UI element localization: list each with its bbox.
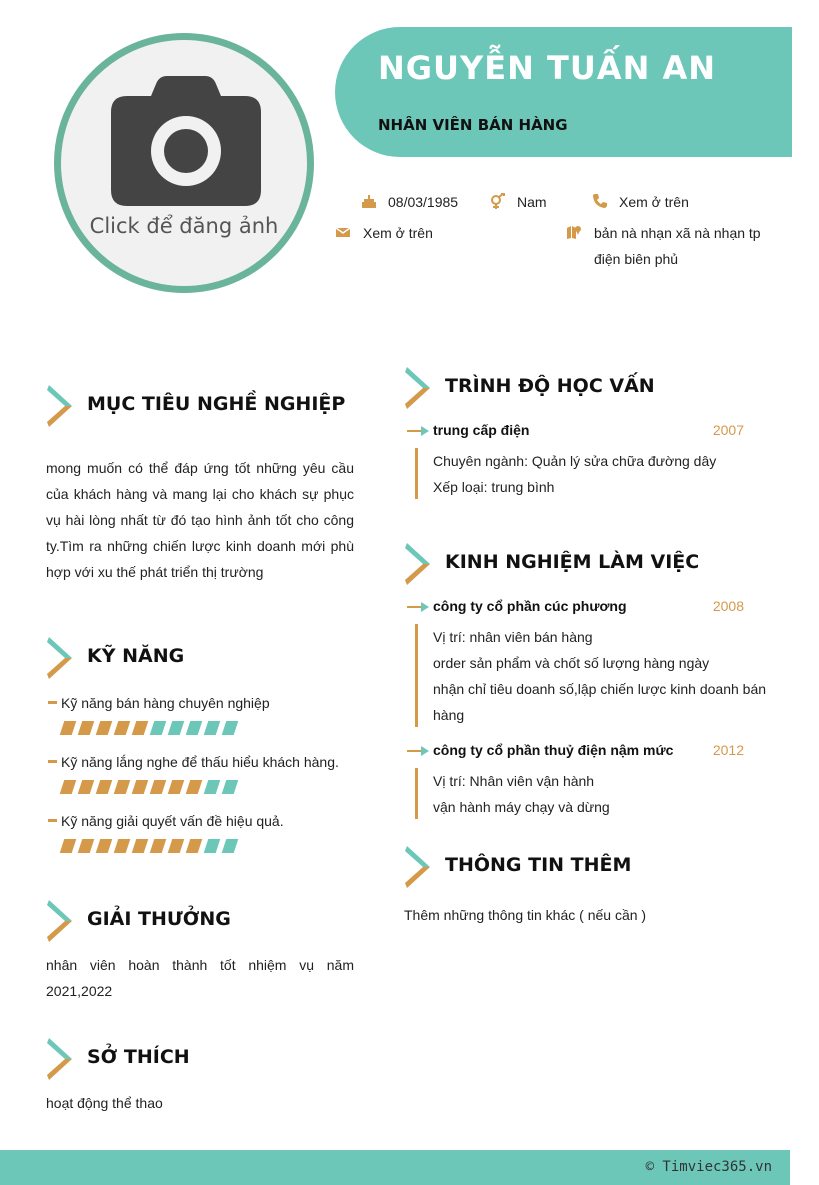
profile-photo-upload[interactable] <box>54 33 314 293</box>
upload-photo-label: Click để đăng ảnh <box>89 214 279 238</box>
skill-segment <box>96 721 113 735</box>
skill-segment <box>132 780 149 794</box>
experience-line: order sản phẩm và chốt số lượng hàng ngày <box>433 655 710 671</box>
chevron-icon <box>405 543 431 585</box>
arrow-icon <box>407 746 429 756</box>
chevron-icon <box>47 1038 73 1080</box>
address-item <box>566 220 766 272</box>
skill-level-bar <box>62 721 236 735</box>
gender-text: Nam <box>517 194 547 210</box>
skill-level-bar <box>62 839 236 853</box>
objective-title: MỤC TIÊU NGHỀ NGHIỆP <box>87 393 346 415</box>
skills-title: KỸ NĂNG <box>87 645 185 667</box>
additional-text: Thêm những thông tin khác ( nếu cần ) <box>404 907 647 923</box>
skill-segment <box>78 839 95 853</box>
awards-title: GIẢI THƯỞNG <box>87 908 231 930</box>
copyright-text: © Timviec365.vn <box>645 1159 772 1175</box>
skill-segment <box>186 839 203 853</box>
skill-segment <box>168 721 185 735</box>
additional-title: THÔNG TIN THÊM <box>445 854 632 876</box>
map-pin-icon <box>566 224 582 240</box>
header-banner <box>335 27 792 157</box>
skill-segment <box>114 839 131 853</box>
education-line: Xếp loại: trung bình <box>433 479 555 495</box>
awards-text: nhân viên hoàn thành tốt nhiệm vụ năm 2021,2022 <box>46 957 354 999</box>
skill-level-bar <box>62 780 236 794</box>
experience-year: 2008 <box>712 598 744 614</box>
experience-details <box>415 624 785 727</box>
school-name: trung cấp điện <box>433 422 530 438</box>
skill-segment <box>150 839 167 853</box>
skill-segment <box>96 780 113 794</box>
company-name: công ty cổ phần thuỷ điện nậm mức <box>433 742 674 758</box>
skill-segment <box>114 780 131 794</box>
chevron-icon <box>405 367 431 409</box>
experience-year: 2012 <box>712 742 744 758</box>
phone-text: Xem ở trên <box>619 194 689 210</box>
envelope-icon <box>335 224 351 240</box>
skill-segment <box>60 780 77 794</box>
experience-details <box>415 768 785 819</box>
experience-line: Vị trí: nhân viên bán hàng <box>433 629 593 645</box>
arrow-icon <box>407 426 429 436</box>
skill-segment <box>78 780 95 794</box>
skill-segment <box>168 839 185 853</box>
education-line: Chuyên ngành: Quản lý sửa chữa đường dây <box>433 453 717 469</box>
skill-segment <box>222 721 239 735</box>
skill-label: Kỹ năng giải quyết vấn đề hiệu quả. <box>61 813 284 829</box>
phone-icon <box>592 193 608 209</box>
chevron-icon <box>47 900 73 942</box>
chevron-icon <box>47 637 73 679</box>
company-name: công ty cổ phần cúc phương <box>433 598 627 614</box>
skill-segment <box>78 721 95 735</box>
gender-icon <box>490 193 506 209</box>
hobbies-text: hoạt động thể thao <box>46 1095 163 1111</box>
skill-segment <box>204 721 221 735</box>
skill-label: Kỹ năng lắng nghe để thấu hiểu khách hàng. <box>61 754 339 770</box>
email-text: Xem ở trên <box>363 225 433 241</box>
hobbies-title: SỞ THÍCH <box>87 1046 190 1068</box>
skill-segment <box>114 721 131 735</box>
address-text: bản nà nhạn xã nà nhạn tp điện biên phủ <box>594 225 761 267</box>
skill-segment <box>186 780 203 794</box>
education-title: TRÌNH ĐỘ HỌC VẤN <box>445 375 655 397</box>
skill-segment <box>186 721 203 735</box>
skill-segment <box>204 780 221 794</box>
skill-segment <box>222 839 239 853</box>
experience-line: vận hành máy chạy và dừng <box>433 799 610 815</box>
skill-segment <box>150 721 167 735</box>
experience-line: Vị trí: Nhân viên vận hành <box>433 773 595 789</box>
chevron-icon <box>47 385 73 427</box>
skill-segment <box>222 780 239 794</box>
objective-text: mong muốn có thể đáp ứng tốt những yêu cầu của khách hàng và mang lại cho khách sự phục vụ hài lòng nhất từ đó tạo hình ảnh tốt cho công ty.Tìm ra những chiến lược kinh doanh mới phù hợp với xu thế phát triển thị trường <box>46 460 354 580</box>
skill-segment <box>132 721 149 735</box>
candidate-name: NGUYỄN TUẤN AN <box>378 49 717 87</box>
skill-segment <box>132 839 149 853</box>
skill-segment <box>168 780 185 794</box>
skill-segment <box>60 839 77 853</box>
footer-bar <box>0 1150 790 1185</box>
skill-label: Kỹ năng bán hàng chuyên nghiệp <box>61 695 270 711</box>
experience-entry-header <box>407 598 744 618</box>
experience-entry-header <box>407 742 744 762</box>
education-details <box>415 448 716 499</box>
skill-segment <box>150 780 167 794</box>
arrow-icon <box>407 602 429 612</box>
birthday-text: 08/03/1985 <box>388 194 459 210</box>
job-title: NHÂN VIÊN BÁN HÀNG <box>378 116 568 134</box>
skill-segment <box>60 721 77 735</box>
skill-segment <box>96 839 113 853</box>
cake-icon <box>361 193 377 209</box>
chevron-icon <box>405 846 431 888</box>
skill-segment <box>204 839 221 853</box>
experience-line: nhận chỉ tiêu doanh số,lập chiến lược kinh doanh bán hàng <box>433 681 767 723</box>
experience-title: KINH NGHIỆM LÀM VIỆC <box>445 551 700 573</box>
education-entry-header <box>407 422 744 442</box>
education-year: 2007 <box>712 422 744 438</box>
camera-icon <box>111 76 261 206</box>
